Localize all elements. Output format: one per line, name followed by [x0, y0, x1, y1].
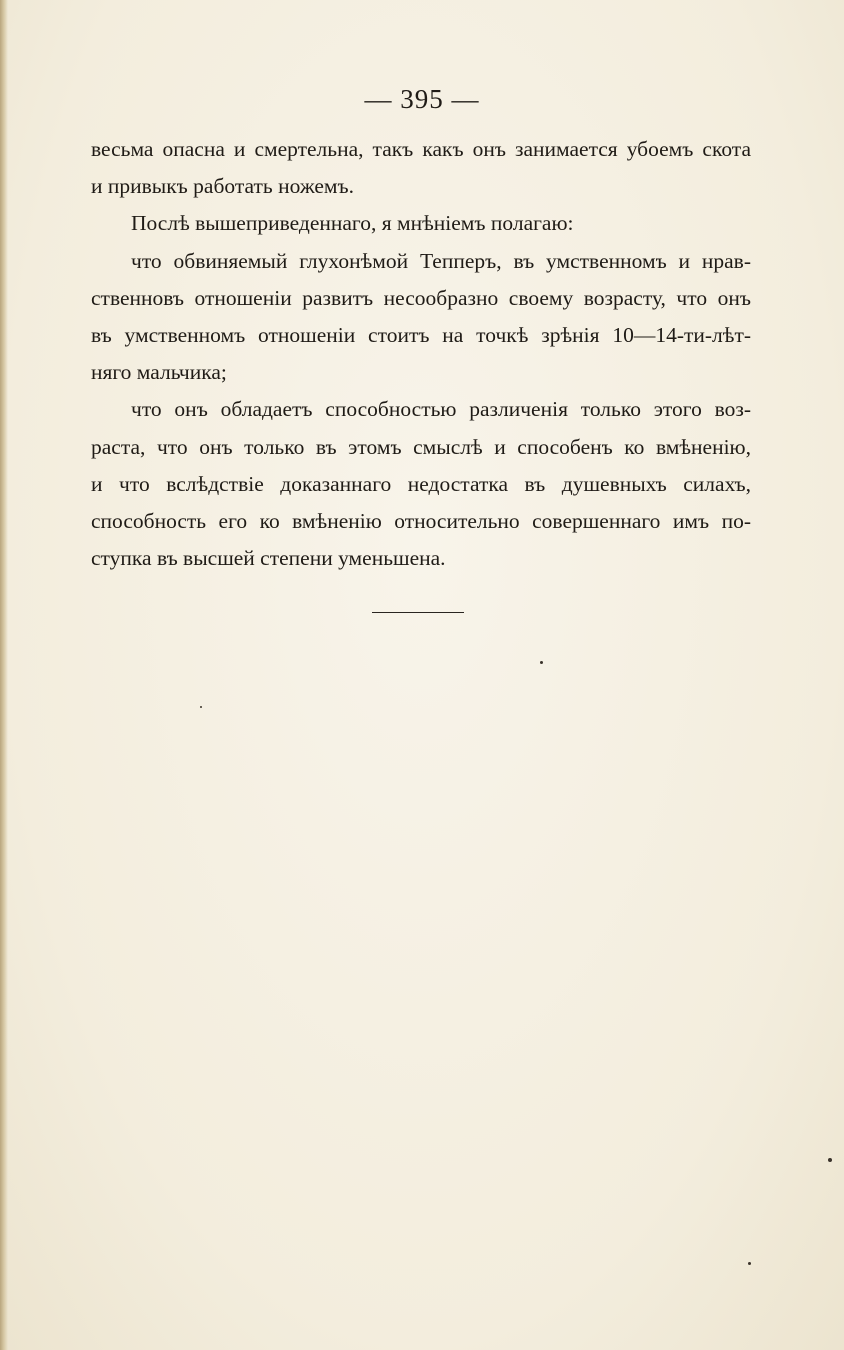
- text-line: что онъ обладаетъ способностью различенія только этого воз-: [131, 397, 751, 422]
- text-line: ственновъ отношеніи развитъ несообразно своему возрасту, что онъ: [91, 285, 751, 310]
- text-line: ступка въ высшей степени уменьшена.: [91, 546, 446, 571]
- scan-speck: [540, 661, 543, 664]
- text-line: раста, что онъ только въ этомъ смыслѣ и способенъ ко вмѣненію,: [91, 434, 751, 459]
- text-line: способность его ко вмѣненію относительно совершеннаго имъ по-: [91, 509, 751, 534]
- scan-speck: [828, 1158, 832, 1162]
- scan-speck: [748, 1262, 751, 1265]
- text-line: что обвиняемый глухонѣмой Тепперъ, въ умственномъ и нрав-: [131, 248, 751, 273]
- page-number: — 395 —: [364, 84, 480, 114]
- scan-speck: [200, 706, 202, 708]
- text-line: и привыкъ работать ножемъ.: [91, 174, 355, 199]
- page-binding-edge: [0, 0, 8, 1350]
- section-divider: [372, 612, 464, 613]
- text-line: въ умственномъ отношеніи стоитъ на точкѣ зрѣнія 10—14-ти-лѣт-: [91, 323, 751, 348]
- text-line: и что вслѣдствіе доказаннаго недостатка въ душевныхъ силахъ,: [91, 471, 751, 496]
- body-text: [91, 131, 751, 577]
- text-line: няго мальчика;: [91, 360, 227, 385]
- text-line: Послѣ вышеприведеннаго, я мнѣніемъ полагаю:: [131, 211, 574, 236]
- text-line: весьма опасна и смертельна, такъ какъ онъ занимается убоемъ скота: [91, 137, 751, 161]
